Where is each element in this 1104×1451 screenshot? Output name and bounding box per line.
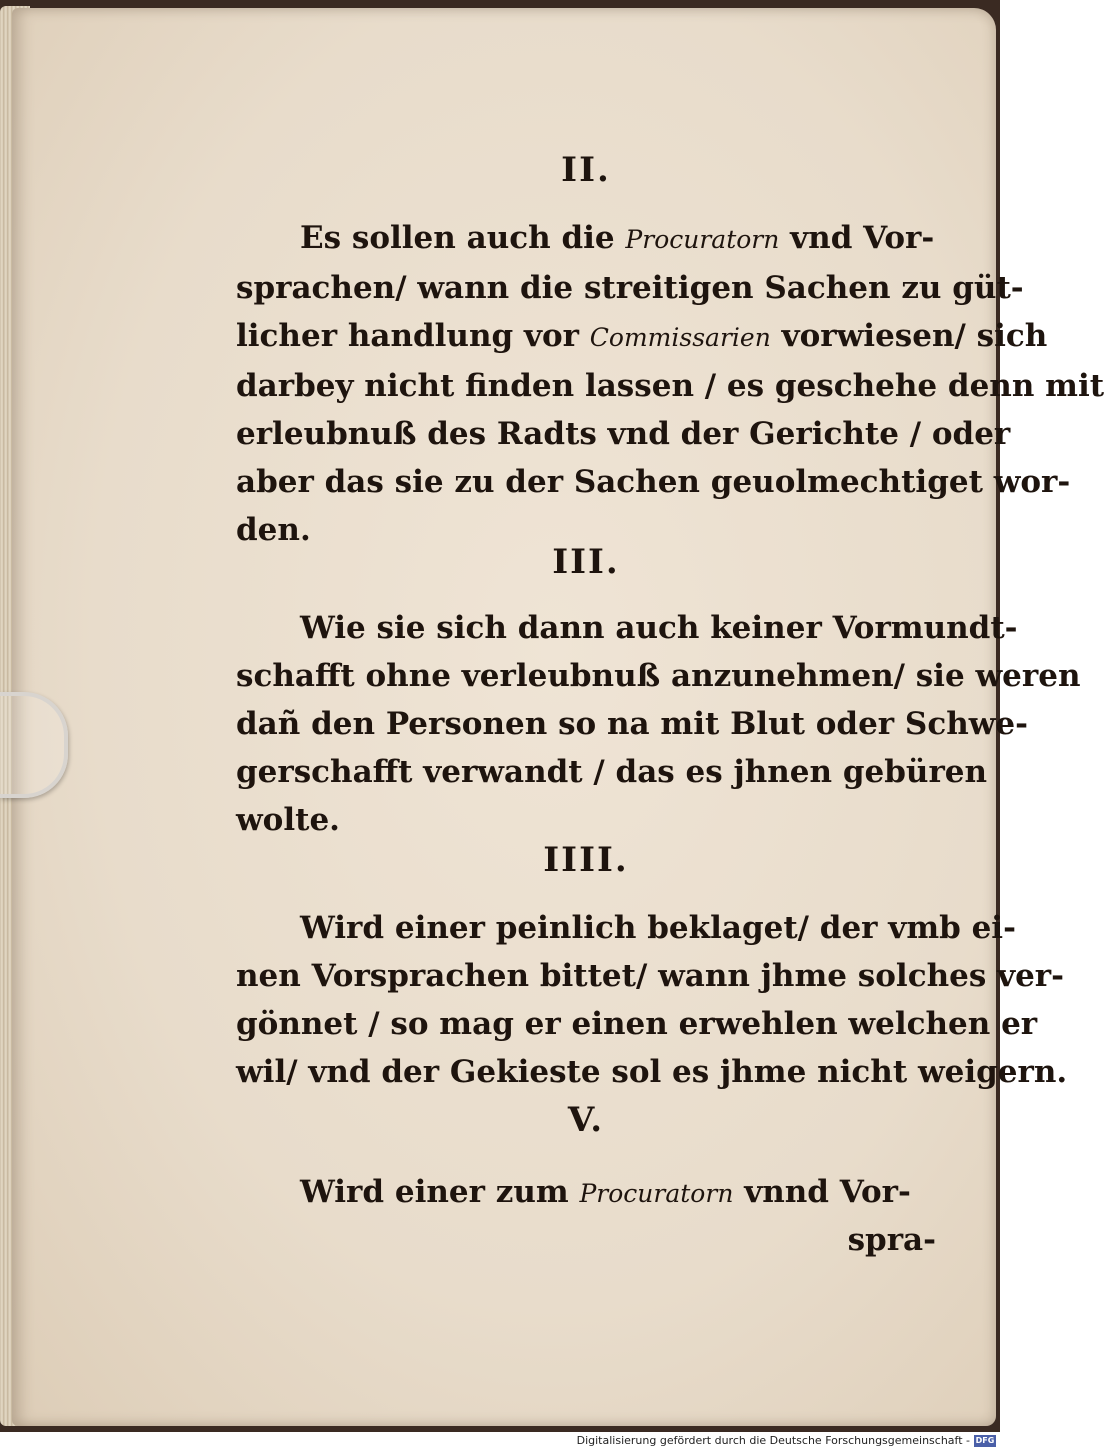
text-run: licher handlung vor bbox=[236, 318, 590, 354]
paragraph-v bbox=[236, 1168, 936, 1218]
section-heading-ii: II. bbox=[561, 150, 611, 190]
text-run: nen Vorsprachen bittet/ wann jhme solches ver- bbox=[236, 958, 1065, 994]
text-line bbox=[236, 700, 1029, 748]
paper-clip bbox=[0, 692, 68, 798]
text-line bbox=[236, 652, 1081, 700]
text-run: darbey nicht finden lassen / es geschehe denn mit bbox=[236, 368, 1104, 404]
footer-credit: Digitalisierung gefördert durch die Deutsche Forschungsgemeinschaft - bbox=[576, 1434, 970, 1447]
text-run: wil/ vnd der Gekieste sol es jhme nicht weigern. bbox=[236, 1054, 1068, 1090]
text-line bbox=[236, 1168, 936, 1218]
text-run: wolte. bbox=[236, 802, 340, 838]
text-line bbox=[236, 312, 1048, 362]
text-line bbox=[236, 264, 1024, 312]
text-run: Wird einer zum bbox=[300, 1174, 580, 1210]
footer-bar bbox=[0, 1432, 1000, 1451]
text-run: vorwiesen/ sich bbox=[770, 318, 1048, 354]
text-line bbox=[236, 1048, 1068, 1096]
section-heading-iiii: IIII. bbox=[543, 840, 629, 880]
latin-term: Procuratorn bbox=[579, 1179, 734, 1208]
text-run: erleubnuß des Radts vnd der Gerichte / oder bbox=[236, 416, 1011, 452]
text-run: gönnet / so mag er einen erwehlen welchen er bbox=[236, 1006, 1038, 1042]
text-line bbox=[236, 952, 1065, 1000]
text-run: Wie sie sich dann auch keiner Vormundt- bbox=[300, 610, 1018, 646]
catchword: spra- bbox=[847, 1222, 936, 1258]
text-run: sprachen/ wann die streitigen Sachen zu güt- bbox=[236, 270, 1024, 306]
text-line bbox=[236, 362, 1104, 410]
text-line bbox=[236, 410, 1011, 458]
section-heading-iii: III. bbox=[552, 542, 620, 582]
latin-term: Procuratorn bbox=[625, 225, 780, 254]
text-run: gerschafft verwandt / das es jhnen gebüren bbox=[236, 754, 988, 790]
section-heading-v: V. bbox=[567, 1100, 605, 1140]
text-line bbox=[236, 214, 936, 264]
text-line bbox=[236, 458, 1071, 506]
text-line bbox=[236, 1000, 1038, 1048]
dfg-logo-icon: DFG bbox=[975, 1436, 995, 1445]
latin-term: Commissarien bbox=[589, 323, 771, 352]
text-run: den. bbox=[236, 512, 311, 548]
text-run: vnd Vor- bbox=[779, 220, 935, 256]
text-line bbox=[236, 604, 1018, 652]
text-line bbox=[236, 904, 1016, 952]
text-run: vnnd Vor- bbox=[733, 1174, 911, 1210]
text-line bbox=[236, 748, 988, 796]
text-run: dañ den Personen so na mit Blut oder Schwe- bbox=[236, 706, 1029, 742]
text-run: aber das sie zu der Sachen geuolmechtiget wor- bbox=[236, 464, 1071, 500]
text-run: Es sollen auch die bbox=[300, 220, 626, 256]
paragraph-iii bbox=[236, 604, 1081, 844]
text-run: schafft ohne verleubnuß anzunehmen/ sie weren bbox=[236, 658, 1081, 694]
text-run: Wird einer peinlich beklaget/ der vmb ei- bbox=[300, 910, 1016, 946]
text-line bbox=[236, 796, 936, 844]
paragraph-ii bbox=[236, 214, 1104, 554]
paragraph-iiii bbox=[236, 904, 1068, 1096]
